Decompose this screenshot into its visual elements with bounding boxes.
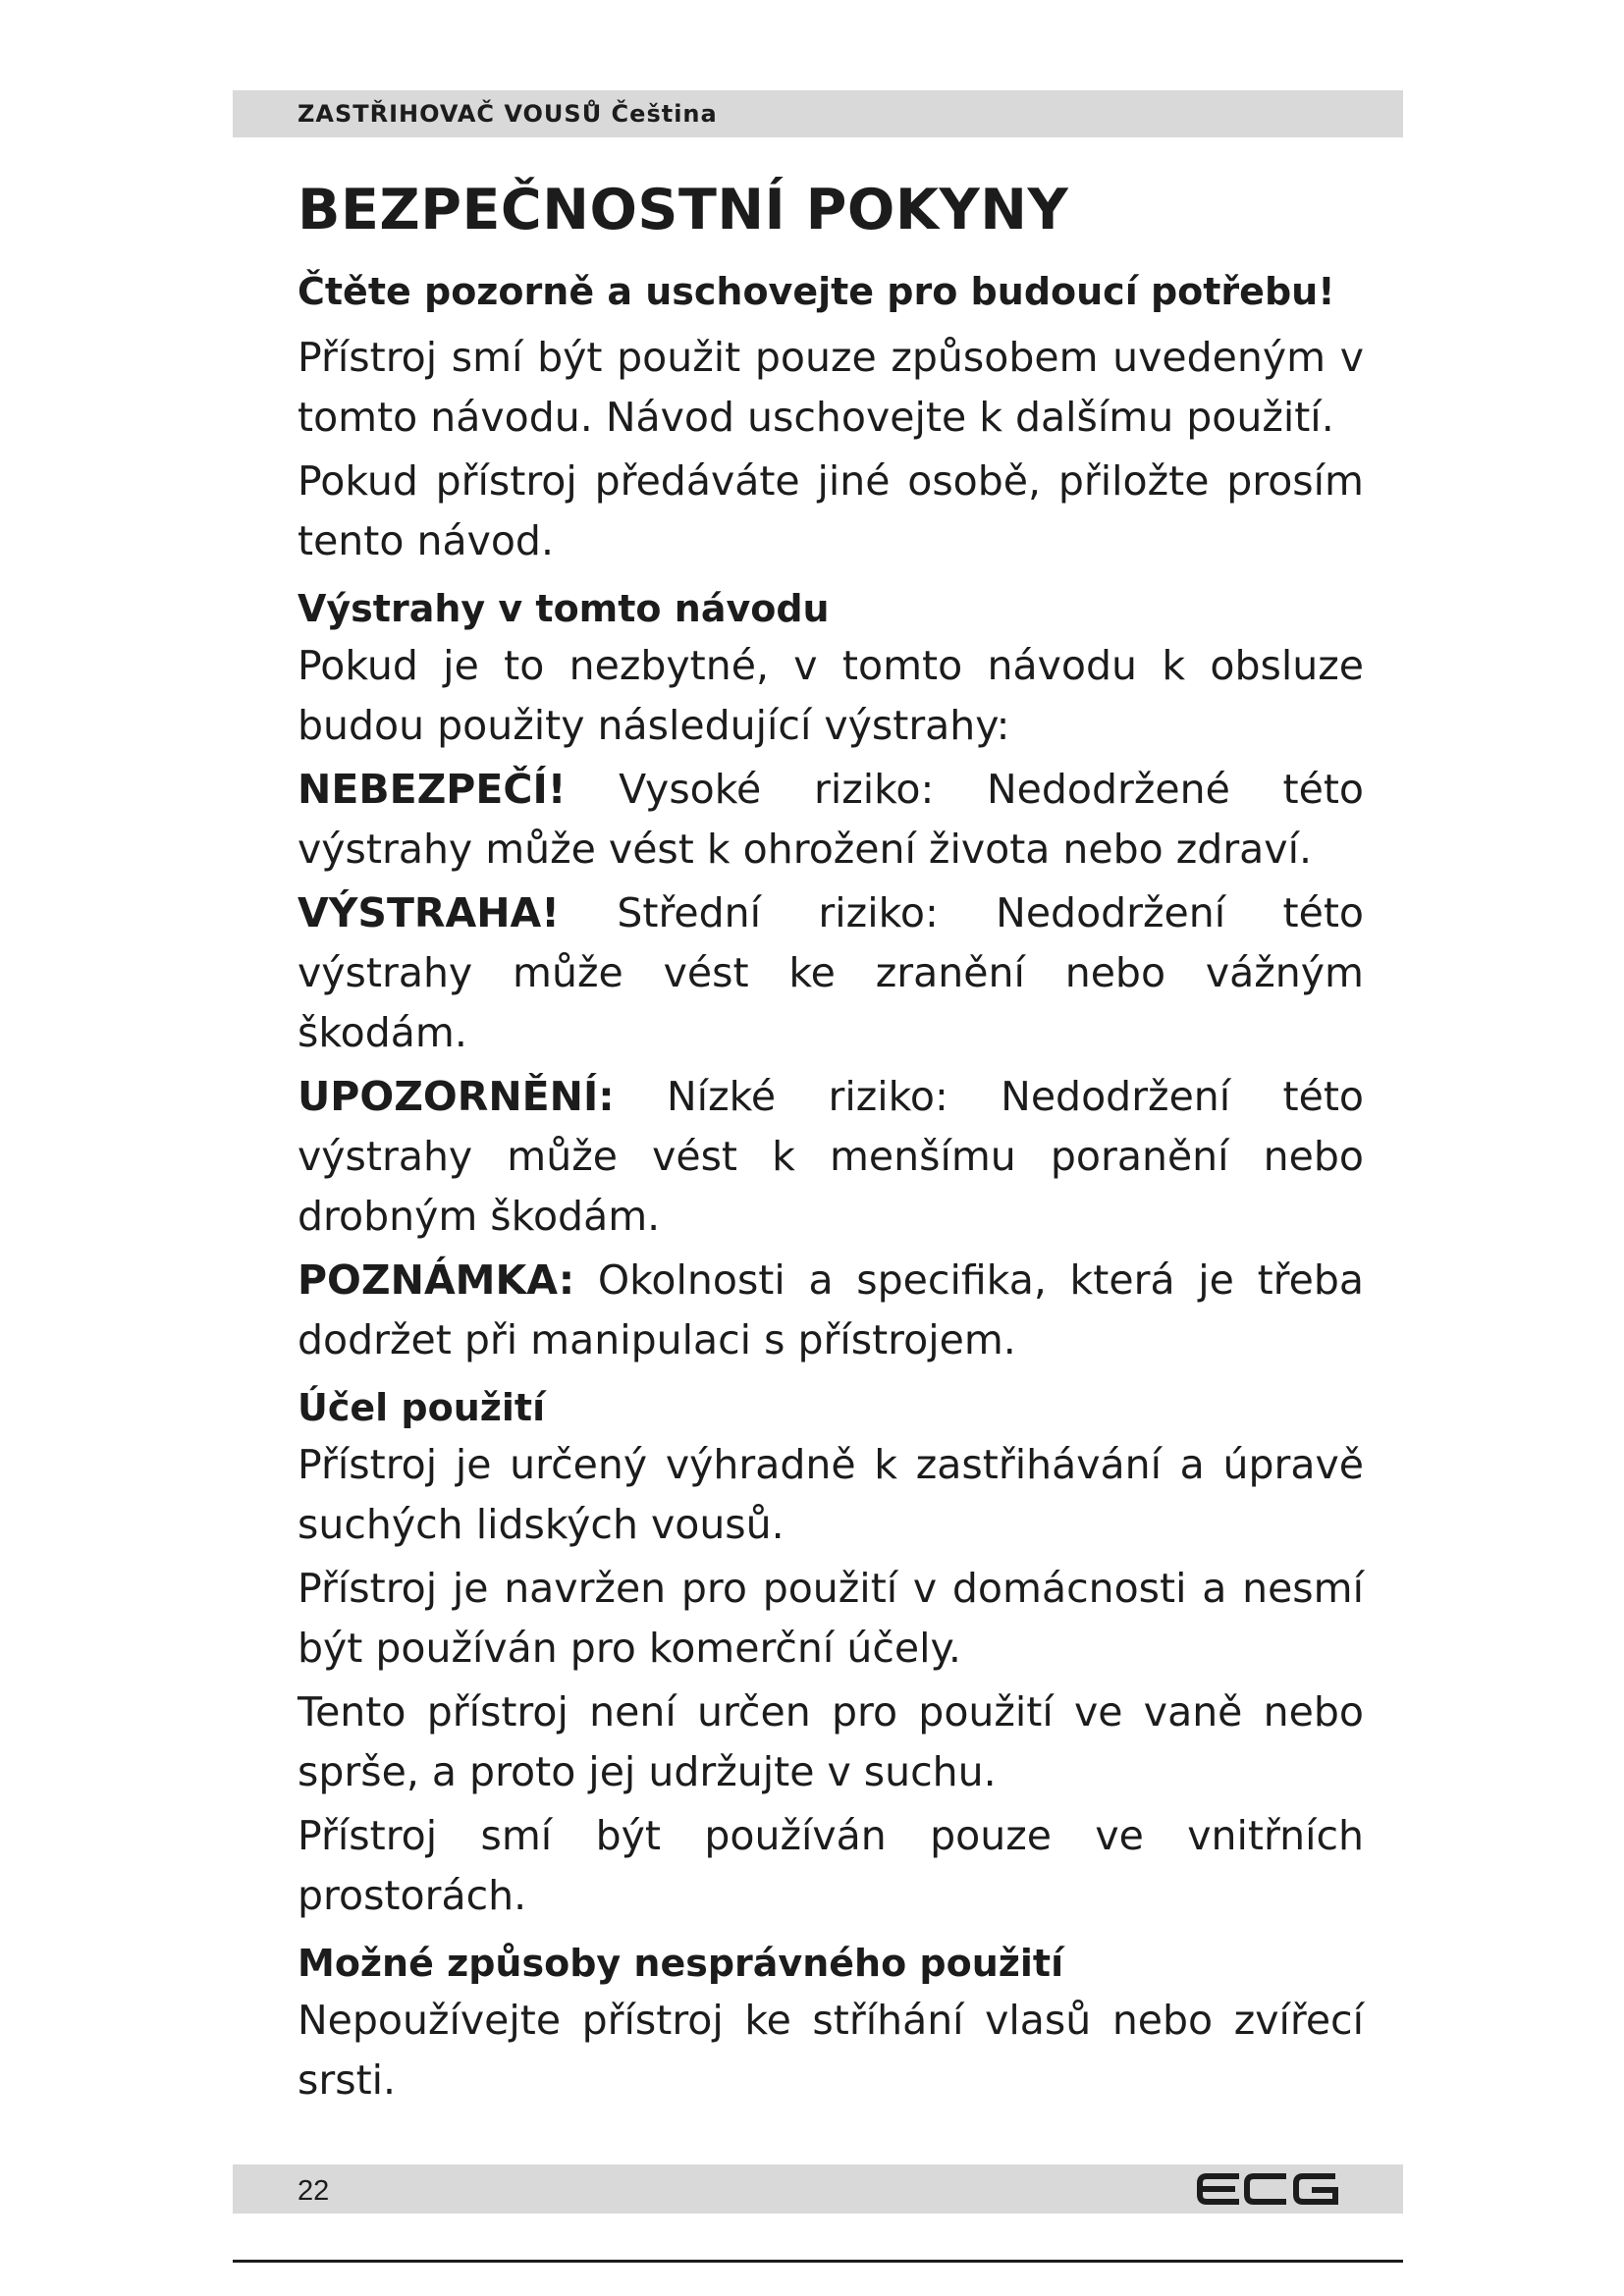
page-subtitle: Čtěte pozorně a uschovejte pro budoucí potřebu! (298, 270, 1335, 313)
warning-label-warning: VÝSTRAHA! (298, 889, 560, 936)
warning-label-caution: UPOZORNĚNÍ: (298, 1073, 615, 1120)
ecg-logo (1197, 2173, 1339, 2205)
warning-text-danger: Vysoké riziko: Nedodržené této výstrahy může vést k ohrožení života nebo zdraví. (298, 766, 1364, 873)
misuse-paragraph-1: Nepoužívejte přístroj ke stříhání vlasů nebo zvířecí srsti. (298, 1997, 1364, 2104)
header-title: ZASTŘIHOVAČ VOUSŮ Čeština (298, 100, 718, 128)
page-content (298, 175, 1364, 2114)
section-heading-misuse: Možné způsoby nesprávného použití (298, 1942, 1064, 1985)
purpose-paragraph-3: Tento přístroj není určen pro použití ve vaně nebo sprše, a proto jej udržujte v suchu. (298, 1688, 1364, 1795)
footer-bar (233, 2164, 1403, 2214)
purpose-paragraph-1: Přístroj je určený výhradně k zastřihávání a úpravě suchých lidských vousů. (298, 1441, 1364, 1548)
warning-item-danger (298, 760, 1364, 880)
section-heading-purpose: Účel použití (298, 1386, 546, 1429)
warning-item-caution (298, 1067, 1364, 1247)
warning-item-note (298, 1251, 1364, 1370)
page-title: BEZPEČNOSTNÍ POKYNY (298, 178, 1069, 242)
header-bar (233, 90, 1403, 137)
purpose-paragraph-2: Přístroj je navržen pro použití v domácnosti a nesmí být používán pro komerční účely. (298, 1565, 1364, 1672)
intro-paragraph-1: Přístroj smí být použit pouze způsobem uvedeným v tomto návodu. Návod uschovejte k dalšímu použití. (298, 334, 1364, 441)
warning-text-caution: Nízké riziko: Nedodržení této výstrahy může vést k menšímu poranění nebo drobným škodám. (298, 1073, 1364, 1240)
warning-label-danger: NEBEZPEČÍ! (298, 766, 567, 813)
intro-paragraph-2: Pokud přístroj předáváte jiné osobě, přiložte prosím tento návod. (298, 457, 1364, 564)
warning-item-warning (298, 883, 1364, 1063)
page-number: 22 (298, 2175, 330, 2207)
warning-text-note: Okolnosti a specifika, která je třeba dodržet při manipulaci s přístrojem. (298, 1256, 1364, 1363)
section-heading-warnings: Výstrahy v tomto návodu (298, 587, 830, 630)
purpose-paragraph-4: Přístroj smí být používán pouze ve vnitřních prostorách. (298, 1812, 1364, 1919)
warning-label-note: POZNÁMKA: (298, 1256, 575, 1304)
bottom-divider (233, 2260, 1403, 2263)
warnings-intro: Pokud je to nezbytné, v tomto návodu k obsluze budou použity následující výstrahy: (298, 642, 1364, 749)
warning-text-warning: Střední riziko: Nedodržení této výstrahy může vést ke zranění nebo vážným škodám. (298, 889, 1364, 1056)
